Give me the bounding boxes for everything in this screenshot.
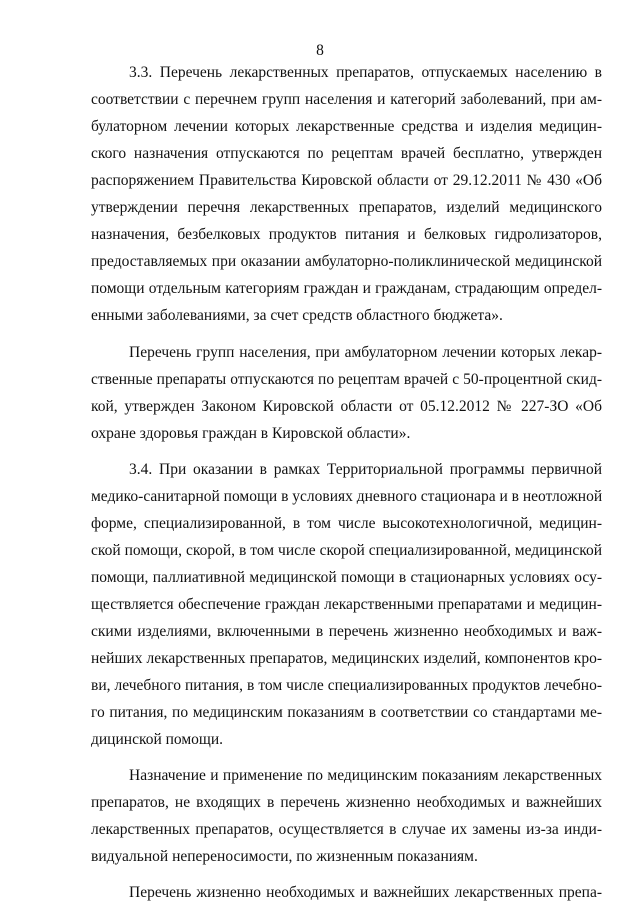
paragraph-3-4-line — [91, 623, 602, 641]
paragraph-3-3-line — [91, 226, 602, 244]
paragraph-vital-drugs — [91, 884, 602, 902]
paragraph-3-4 — [91, 461, 602, 479]
paragraph-3-4-line — [91, 569, 602, 587]
text-line: препаратов, не входящих в перечень жизненно необходимых и важнейших — [91, 794, 602, 811]
text-line: охране здоровья граждан в Кировской области». — [91, 425, 411, 442]
paragraph-3-4-line — [91, 677, 602, 695]
paragraph-3-3-line — [91, 307, 602, 325]
paragraph-3-3-line — [91, 172, 602, 190]
paragraph-3-4-line — [91, 704, 602, 722]
paragraph-3-3-line — [91, 145, 602, 163]
text-line: нейших лекарственных препаратов, медицинских изделий, компонентов кро- — [91, 650, 602, 667]
text-line: ви, лечебного питания, в том числе специализированных продуктов лечебно- — [91, 677, 602, 694]
paragraph-prescription-line — [91, 848, 602, 866]
paragraph-discount-groups-line — [91, 425, 602, 443]
text-line: Перечень жизненно необходимых и важнейших лекарственных препа- — [129, 884, 602, 901]
paragraph-prescription-line — [91, 794, 602, 812]
text-line: 3.3. Перечень лекарственных препаратов, отпускаемых населению в — [129, 64, 602, 81]
paragraph-3-4-line — [91, 650, 602, 668]
paragraph-3-4-line — [91, 488, 602, 506]
text-line: ской помощи, скорой, в том числе скорой специализированной, медицинской — [91, 542, 602, 559]
paragraph-discount-groups-line — [91, 398, 602, 416]
text-line: скими изделиями, включенными в перечень жизненно необходимых и важ- — [91, 623, 602, 640]
text-line: булаторном лечении которых лекарственные средства и изделия медицин- — [91, 118, 602, 135]
paragraph-discount-groups — [91, 344, 602, 362]
page-number: 8 — [316, 42, 324, 59]
text-line: распоряжением Правительства Кировской области от 29.12.2011 № 430 «Об — [91, 172, 602, 189]
paragraph-3-4-line — [91, 596, 602, 614]
text-line: енными заболеваниями, за счет средств областного бюджета». — [91, 307, 503, 324]
paragraph-3-3-line — [91, 253, 602, 271]
text-line: го питания, по медицинским показаниям в соответствии со стандартами ме- — [91, 704, 602, 721]
text-line: Назначение и применение по медицинским показаниям лекарственных — [129, 767, 602, 784]
text-line: форме, специализированной, в том числе высокотехнологичной, медицин- — [91, 515, 602, 532]
text-line: назначения, безбелковых продуктов питания и белковых гидролизаторов, — [91, 226, 602, 243]
text-line: ского назначения отпускаются по рецептам врачей бесплатно, утвержден — [91, 145, 602, 162]
text-line: медико-санитарной помощи в условиях дневного стационара и в неотложной — [91, 488, 603, 505]
paragraph-discount-groups-line — [91, 371, 602, 389]
text-line: ственные препараты отпускаются по рецептам врачей с 50-процентной скид- — [91, 371, 602, 388]
text-line: дицинской помощи. — [91, 731, 224, 748]
paragraph-3-4-line — [91, 515, 602, 533]
text-line: помощи отдельным категориям граждан и гражданам, страдающим определ- — [91, 280, 602, 297]
text-line: помощи, паллиативной медицинской помощи в стационарных условиях осу- — [91, 569, 602, 586]
text-line: предоставляемых при оказании амбулаторно-поликлинической медицинской — [91, 253, 602, 270]
paragraph-3-3 — [91, 64, 602, 82]
text-line: 3.4. При оказании в рамках Территориальной программы первичной — [129, 461, 602, 478]
paragraph-3-4-line — [91, 542, 602, 560]
paragraph-3-3-line — [91, 199, 602, 217]
text-line: соответствии с перечнем групп населения и категорий заболеваний, при ам- — [91, 91, 602, 108]
text-line: кой, утвержден Законом Кировской области от 05.12.2012 № 227-ЗО «Об — [91, 398, 602, 415]
paragraph-3-4-line — [91, 731, 602, 749]
text-line: Перечень групп населения, при амбулаторном лечении которых лекар- — [129, 344, 602, 361]
text-line: видуальной непереносимости, по жизненным показаниям. — [91, 848, 478, 865]
paragraph-prescription-line — [91, 821, 602, 839]
paragraph-3-3-line — [91, 91, 602, 109]
paragraph-3-3-line — [91, 118, 602, 136]
text-line: лекарственных препаратов, осуществляется в случае их замены из-за инди- — [91, 821, 602, 838]
paragraph-prescription — [91, 767, 602, 785]
text-line: утверждении перечня лекарственных препаратов, изделий медицинского — [91, 199, 602, 216]
text-line: ществляется обеспечение граждан лекарственными препаратами и медицин- — [91, 596, 602, 613]
paragraph-3-3-line — [91, 280, 602, 298]
